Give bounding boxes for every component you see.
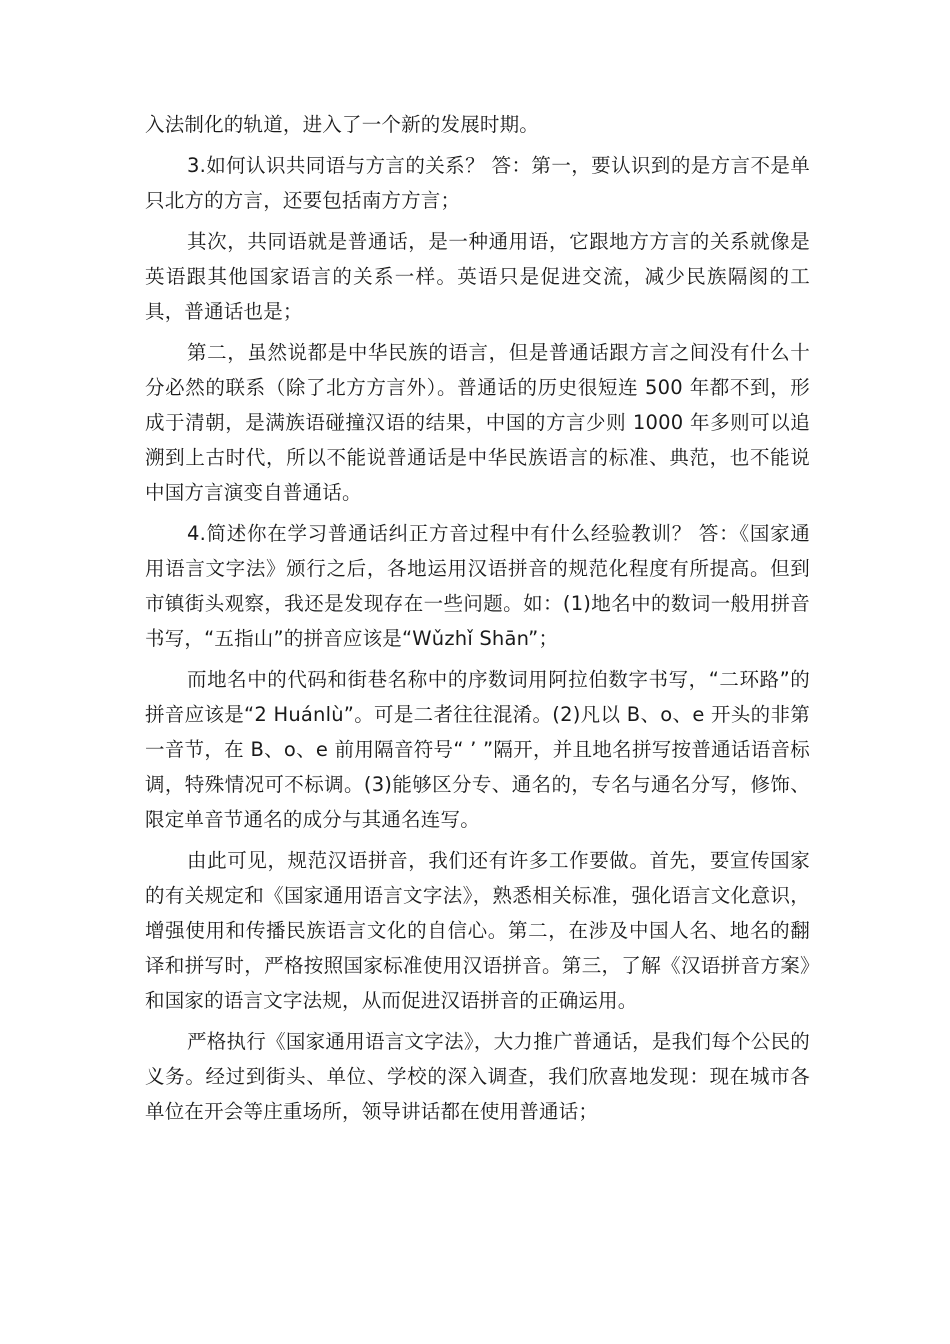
paragraph-question-4: 4.简述你在学习普通话纠正方音过程中有什么经验教训？ 答：《国家通用语言文字法》颁行之后，各地运用汉语拼音的规范化程度有所提高。但到市镇街头观察，我还是发现存在一些问题。如：(1)地名中的数词一般用拼音书写，“五指山”的拼音应该是“Wǔzhǐ Shān”； bbox=[145, 522, 810, 650]
paragraph-second-point: 其次，共同语就是普通话，是一种通用语，它跟地方方言的关系就像是英语跟其他国家语言的关系一样。英语只是促进交流，减少民族隔阂的工具，普通话也是； bbox=[145, 230, 810, 323]
paragraph-continuation: 入法制化的轨道，进入了一个新的发展时期。 bbox=[145, 113, 540, 136]
paragraph-pinyin-rules: 而地名中的代码和街巷名称中的序数词用阿拉伯数字书写，“二环路”的拼音应该是“2 Huánlù”。可是二者往往混淆。(2)凡以 B、o、e 开头的非第一音节，在 B、o、e 前用隔音符号“ ’ ”隔开，并且地名拼写按普通话语音标调，特殊情况可不标调。(3)能够区分专、通名的，专名与通名分写，修饰、限定单音节通名的成分与其通名连写。 bbox=[145, 668, 810, 831]
paragraph-conclusion: 严格执行《国家通用语言文字法》，大力推广普通话，是我们每个公民的义务。经过到街头、单位、学校的深入调查，我们欣喜地发现：现在城市各单位在开会等庄重场所，领导讲话都在使用普通话； bbox=[145, 1030, 810, 1123]
paragraph-dialect-history: 第二，虽然说都是中华民族的语言，但是普通话跟方言之间没有什么十分必然的联系（除了北方方言外）。普通话的历史很短连 500 年都不到，形成于清朝，是满族语碰撞汉语的结果，中国的方言少则 1000 年多则可以追溯到上古时代，所以不能说普通话是中华民族语言的标准、典范，也不能说中国方言演变自普通话。 bbox=[145, 341, 810, 504]
paragraph-question-3: 3.如何认识共同语与方言的关系？ 答：第一，要认识到的是方言不是单只北方的方言，还要包括南方方言； bbox=[145, 154, 810, 212]
paragraph-standardization: 由此可见，规范汉语拼音，我们还有许多工作要做。首先，要宣传国家的有关规定和《国家通用语言文字法》，熟悉相关标准，强化语言文化意识，增强使用和传播民族语言文化的自信心。第二，在涉及中国人名、地名的翻译和拼写时，严格按照国家标准使用汉语拼音。第三，了解《汉语拼音方案》和国家的语言文字法规，从而促进汉语拼音的正确运用。 bbox=[145, 849, 810, 1012]
document-page bbox=[145, 107, 810, 1135]
